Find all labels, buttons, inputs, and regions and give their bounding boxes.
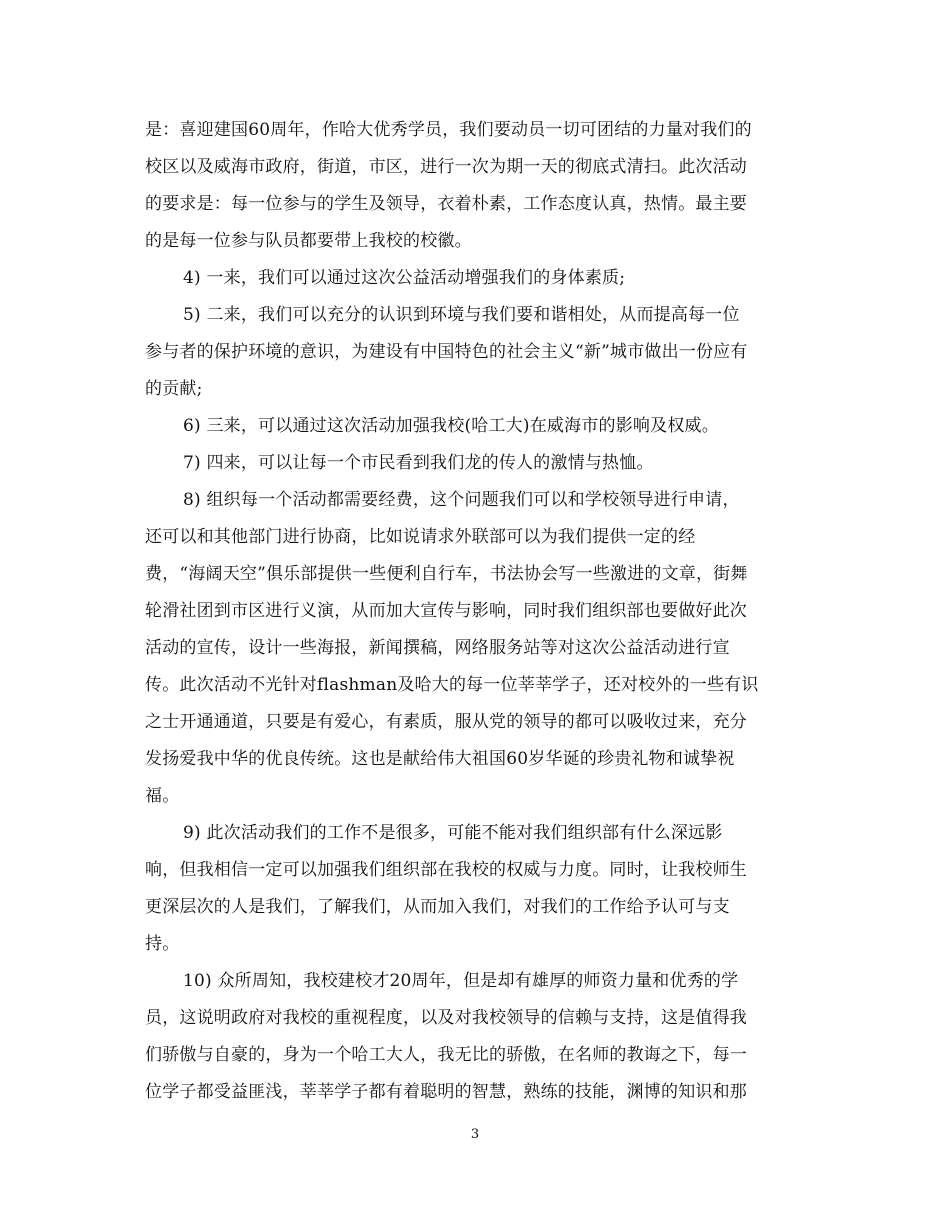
text-line: 轮滑社团到市区进行义演，从而加大宣传与影响，同时我们组织部也要做好此次 — [145, 601, 747, 621]
text-line: 的是每一位参与队员都要带上我校的校徽。 — [145, 231, 472, 251]
text-line: 传。此次活动不光针对flashman及哈大的每一位莘莘学子，还对校外的一些有识 — [145, 675, 759, 695]
text-line: 响，但我相信一定可以加强我们组织部在我校的权威与力度。同时，让我校师生 — [145, 860, 747, 880]
text-line: 还可以和其他部门进行协商，比如说请求外联部可以为我们提供一定的经 — [145, 527, 696, 547]
text-line: 更深层次的人是我们，了解我们，从而加入我们，对我们的工作给予认可与支 — [145, 897, 730, 917]
text-line: 活动的宣传，设计一些海报，新闻撰稿，网络服务站等对这次公益活动进行宣 — [145, 638, 730, 658]
text-line: 发扬爱我中华的优良传统。这也是献给伟大祖国60岁华诞的珍贵礼物和诚挚祝 — [145, 749, 735, 769]
page-number: 3 — [470, 1127, 480, 1142]
text-line: 10) 众所周知，我校建校才20周年，但是却有雄厚的师资力量和优秀的学 — [183, 971, 739, 991]
text-line: 的贡献; — [145, 379, 203, 399]
text-line: 6) 三来，可以通过这次活动加强我校(哈工大)在威海市的影响及权威。 — [183, 416, 719, 436]
text-line: 位学子都受益匪浅，莘莘学子都有着聪明的智慧，熟练的技能，渊博的知识和那 — [145, 1082, 747, 1102]
text-line: 9) 此次活动我们的工作不是很多，可能不能对我们组织部有什么深远影 — [183, 823, 723, 843]
text-line: 费，“海阔天空”俱乐部提供一些便利自行车，书法协会写一些激进的文章，街舞 — [145, 564, 748, 584]
text-line: 之士开通通道，只要是有爱心，有素质，服从党的领导的都可以吸收过来，充分 — [145, 712, 747, 732]
text-line: 4) 一来，我们可以通过这次公益活动增强我们的身体素质; — [183, 268, 626, 288]
text-line: 8) 组织每一个活动都需要经费，这个问题我们可以和学校领导进行申请， — [183, 490, 740, 510]
text-line: 5) 二来，我们可以充分的认识到环境与我们要和谐相处，从而提高每一位 — [183, 305, 740, 325]
text-line: 参与者的保护环境的意识，为建设有中国特色的社会主义“新”城市做出一份应有 — [145, 342, 748, 362]
text-line: 7) 四来，可以让每一个市民看到我们龙的传人的激情与热恤。 — [183, 453, 654, 473]
text-line: 持。 — [145, 934, 180, 954]
text-line: 校区以及威海市政府，街道，市区，进行一次为期一天的彻底式清扫。此次活动 — [145, 157, 747, 177]
text-line: 们骄傲与自豪的，身为一个哈工大人，我无比的骄傲，在名师的教诲之下，每一 — [145, 1045, 747, 1065]
text-line: 员，这说明政府对我校的重视程度，以及对我校领导的信赖与支持，这是值得我 — [145, 1008, 747, 1028]
text-line: 的要求是：每一位参与的学生及领导，衣着朴素，工作态度认真，热情。最主要 — [145, 194, 747, 214]
text-line: 福。 — [145, 786, 180, 806]
text-line: 是：喜迎建国60周年，作哈大优秀学员，我们要动员一切可团结的力量对我们的 — [145, 120, 752, 140]
